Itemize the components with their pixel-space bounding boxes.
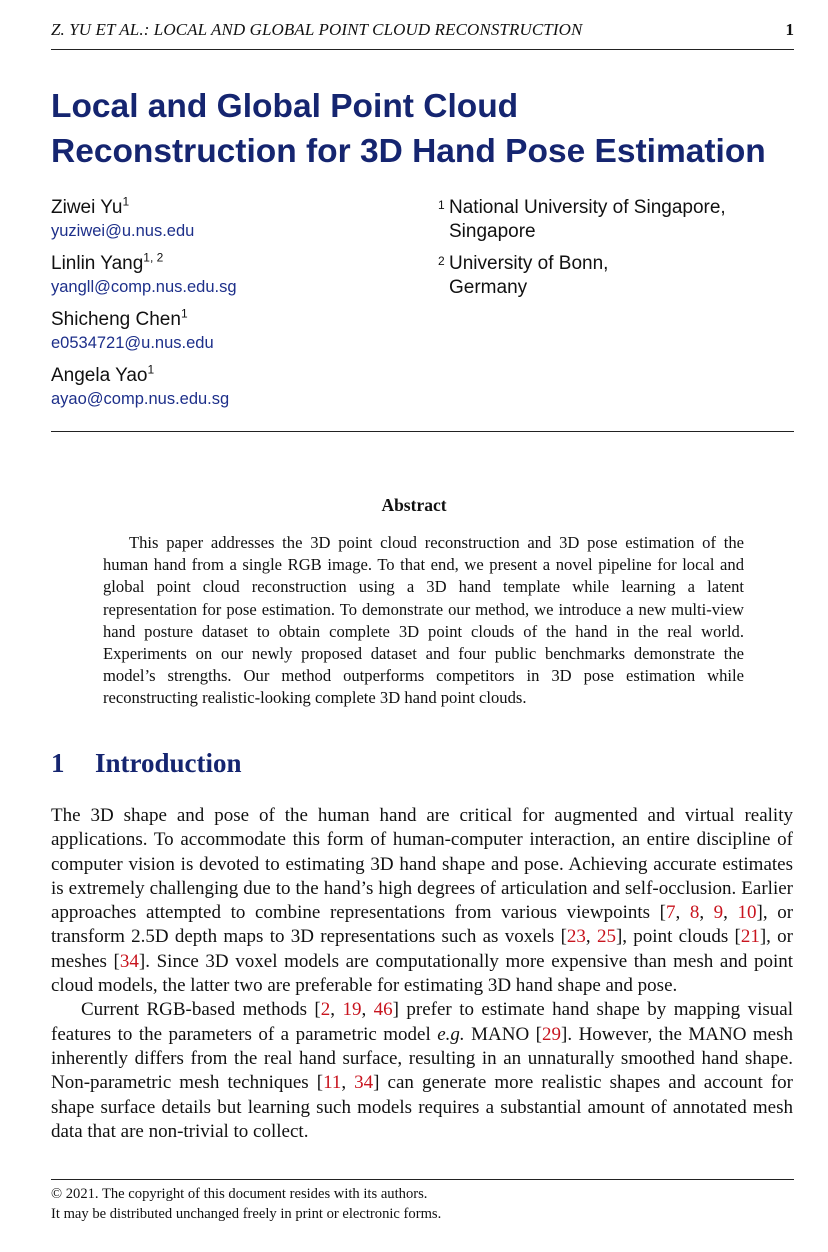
page-number: 1 [785,20,794,39]
author-name: Ziwei Yu [51,197,123,218]
author-name: Shicheng Chen [51,309,181,330]
paragraph-text: Current RGB-based methods [ [81,999,321,1021]
citation-link[interactable]: 19 [342,999,362,1021]
running-header [51,20,794,44]
affiliation-item [438,252,798,300]
author-block [51,196,391,242]
paragraph-text: , [675,902,690,924]
author-block [51,308,391,354]
paragraph-text: , [361,999,374,1021]
paragraph-text: ]. However, the MANO mesh inherently differs from the real hand surface, resulting in an unnaturally smoothed hand shape. Non-parametric mesh techniques [ [51,1023,793,1094]
header-rule [51,49,794,50]
paragraph-text: MANO [ [464,1023,543,1045]
copyright-line: © 2021. The copyright of this document resides with its authors. [51,1186,428,1202]
paragraph-text: , [723,902,738,924]
title-line-1: Local and Global Point Cloud [51,88,519,125]
paragraph-text: , [699,902,714,924]
author-email[interactable]: e0534721@u.nus.edu [51,334,214,352]
citation-link[interactable]: 8 [689,902,700,924]
paragraph-text: ] can generate more realistic shapes and account for shape surface details but learning such models requires a substantial amount of annotated mesh data that are non-trivial to collect. [51,1072,794,1142]
author-block [51,364,391,410]
running-title: Z. YU ET AL.: LOCAL AND GLOBAL POINT CLOUD RECONSTRUCTION [51,20,583,39]
paper-title [51,84,811,174]
affiliation-item [438,196,798,244]
affiliation-text: University of Bonn, Germany [449,253,609,298]
paragraph-text: , [585,926,597,948]
paragraph-text: ], or transform 2.5D depth maps to 3D representations such as voxels [ [51,902,794,948]
author-affiliation-mark: 1 [180,306,188,321]
author-affiliation-mark: 1, 2 [143,250,164,265]
citation-link[interactable]: 2 [320,999,331,1021]
title-rule [51,431,794,432]
author-block [51,252,391,298]
citation-link[interactable]: 11 [323,1072,342,1094]
citation-link[interactable]: 34 [119,950,139,972]
copyright-footer [51,1184,441,1224]
paragraph-text: The 3D shape and pose of the human hand are critical for augmented and virtual reality applications. To accommodate this form of human-computer interaction, an entire discipline of computer vision is devoted to estimating 3D hand shape and pose. Achieving accurate estimates is extremely challenging due to the hand’s high degrees of articulation and self-occlusion. Earlier approaches attempted to combine representations from various viewpoints [ [51,805,793,924]
affiliation-mark: 1 [438,198,445,212]
author-email[interactable]: ayao@comp.nus.edu.sg [51,390,230,408]
citation-link[interactable]: 21 [740,926,760,948]
footnote-rule [51,1179,794,1180]
paragraph-text: ], point clouds [ [615,926,741,948]
citation-link[interactable]: 7 [665,902,676,924]
paragraph-text: ] prefer to estimate hand shape by mapping visual features to the parameters of a parametric model [51,999,794,1045]
paragraph-text: ]. Since 3D voxel models are computationally more expensive than mesh and point cloud models, the latter two are preferable for estimating 3D hand shape and pose. [51,950,793,997]
citation-link[interactable]: 9 [713,902,724,924]
citation-link[interactable]: 34 [354,1072,374,1094]
citation-link[interactable]: 10 [737,902,757,924]
author-name: Linlin Yang [51,253,144,274]
author-email[interactable]: yangll@comp.nus.edu.sg [51,278,237,296]
section-number: 1 [51,748,65,778]
paragraph-text: ], or meshes [ [51,926,793,972]
affiliation-list [438,196,798,308]
author-name: Angela Yao [51,365,148,386]
author-list [51,196,391,420]
paragraph-text: , [341,1072,355,1094]
citation-link[interactable]: 29 [542,1023,562,1045]
paragraph [51,998,793,1144]
section-heading [51,748,242,779]
title-line-2: Reconstruction for 3D Hand Pose Estimation [51,133,766,170]
section-title: Introduction [95,748,242,778]
citation-link[interactable]: 23 [566,926,586,948]
affiliation-mark: 2 [438,254,445,268]
abstract-heading: Abstract [381,495,447,515]
distribution-line: It may be distributed unchanged freely in print or electronic forms. [51,1206,442,1222]
author-affiliation-mark: 1 [122,194,130,209]
abstract-text: This paper addresses the 3D point cloud reconstruction and 3D pose estimation of the human hand from a single RGB image. To that end, we present a novel pipeline for local and global point cloud reconstruction using a 3D hand template while learning a latent representation for pose estimation. To demonstrate our method, we introduce a new multi-view hand posture dataset to obtain complete 3D point clouds of the hand in the real world. Experiments on our newly proposed dataset and four public benchmarks demonstrate the model’s strengths. Our method outperforms competitors in 3D pose estimation while reconstructing realistic-looking complete 3D hand point clouds. [103,533,744,708]
emphasis-text: e.g. [437,1023,465,1045]
body-text [51,804,793,1144]
author-email[interactable]: yuziwei@u.nus.edu [51,222,195,240]
paragraph [51,804,793,998]
citation-link[interactable]: 46 [373,999,393,1021]
affiliation-text: National University of Singapore, Singapore [449,197,726,242]
citation-link[interactable]: 25 [596,926,616,948]
paragraph-text: , [330,999,343,1021]
author-affiliation-mark: 1 [147,362,155,377]
